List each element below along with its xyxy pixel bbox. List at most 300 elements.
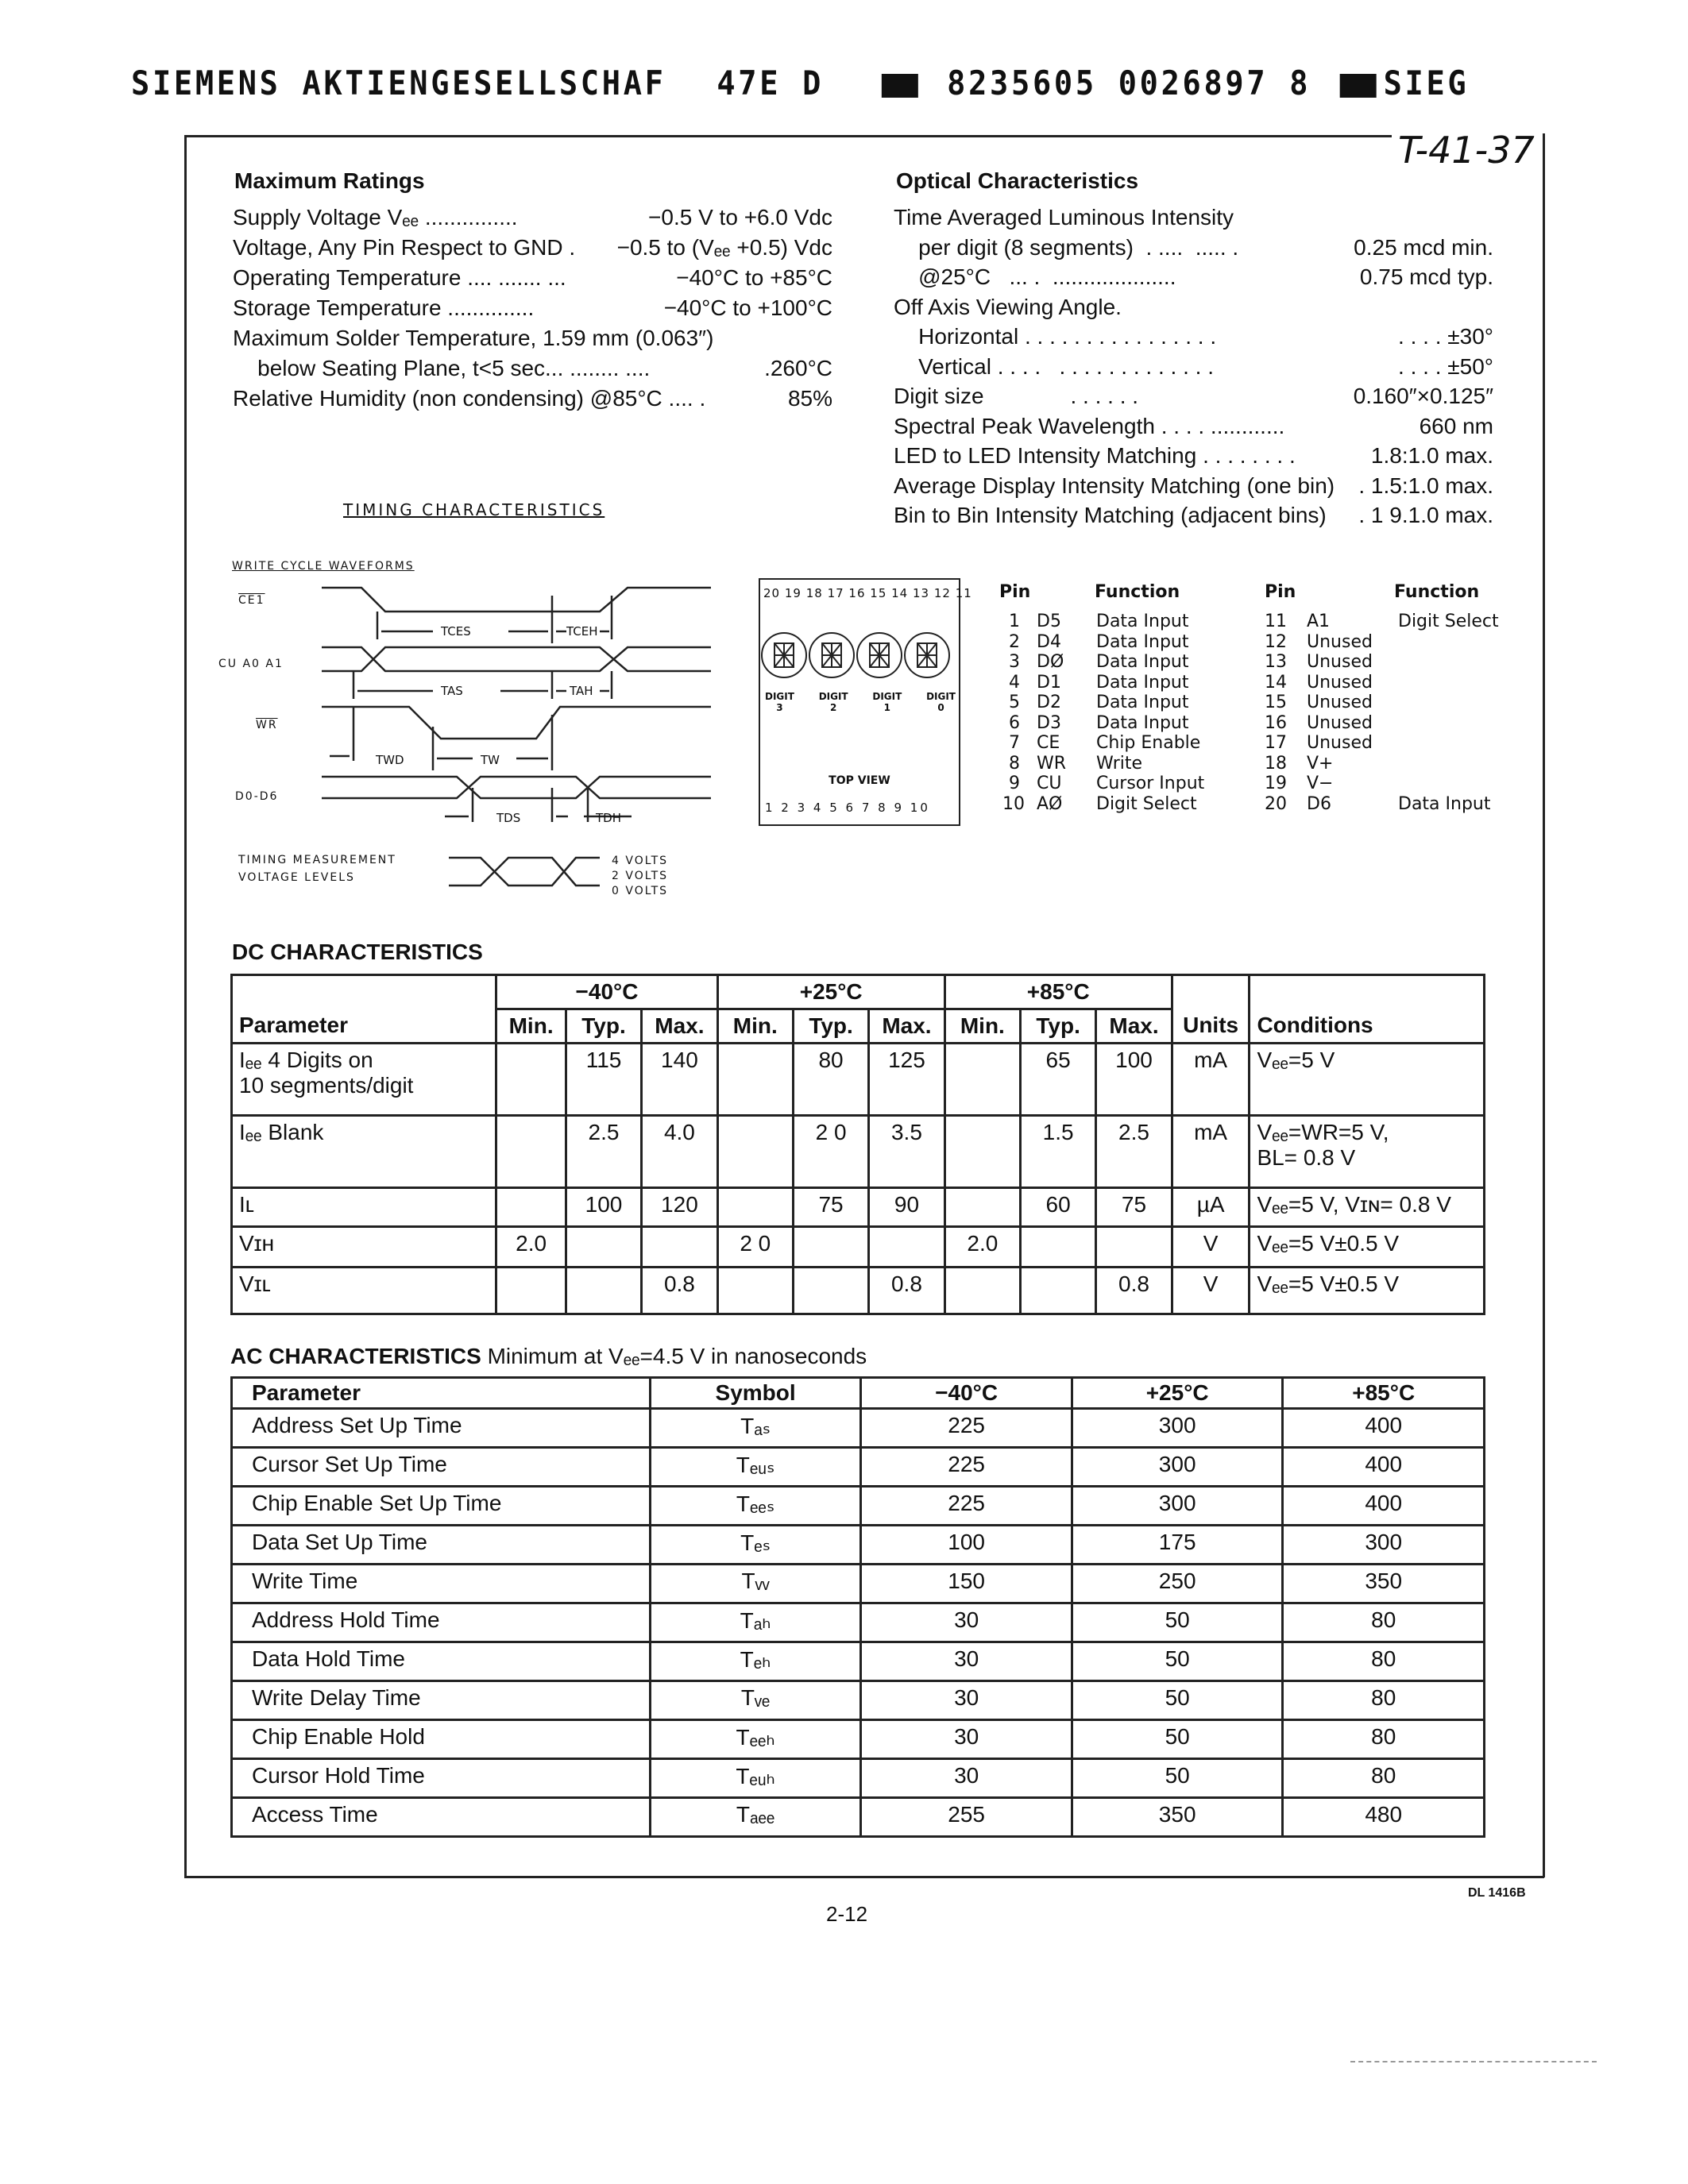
doc-number: DL 1416B bbox=[1468, 1886, 1526, 1900]
dc-cond-spacer bbox=[1250, 975, 1485, 1009]
dc-column-header: Typ. bbox=[1020, 1009, 1095, 1044]
dc-value-cell: Vₑₑ=5 V, Vɪɴ= 0.8 V bbox=[1250, 1188, 1485, 1227]
dc-value-cell: 75 bbox=[793, 1188, 868, 1227]
pin-header-left: Pin bbox=[999, 582, 1031, 602]
label-tds: TDS bbox=[496, 811, 521, 825]
ac-value-cell: 80 bbox=[1283, 1759, 1485, 1798]
volt-2: 2 VOLTS bbox=[612, 870, 669, 882]
ac-value-cell: 225 bbox=[861, 1487, 1072, 1526]
pin-name: A1 bbox=[1307, 612, 1331, 631]
table-row bbox=[232, 1188, 1485, 1227]
dc-value-cell: 2.0 bbox=[496, 1227, 566, 1268]
dc-value-cell: 100 bbox=[566, 1188, 641, 1227]
digit-0-label: DIGIT 0 bbox=[926, 691, 956, 713]
pin-number: 8 bbox=[1009, 753, 1020, 774]
dc-temp-header: +25°C bbox=[717, 975, 944, 1009]
optical-title: Optical Characteristics bbox=[896, 168, 1139, 193]
optical-label: Vertical . . . . . . . . . . . . . . . . . bbox=[894, 353, 1214, 379]
pin-function: Data Input bbox=[1096, 652, 1189, 672]
header-block-mark bbox=[882, 74, 918, 98]
dc-column-header: Units bbox=[1172, 1009, 1250, 1044]
pin-number: 1 bbox=[1009, 612, 1020, 631]
ac-column-header: +85°C bbox=[1283, 1378, 1485, 1409]
ac-symbol-cell: Tₑᵤₛ bbox=[650, 1448, 861, 1487]
pin-number: 15 bbox=[1265, 693, 1287, 712]
dc-value-cell: 2.5 bbox=[566, 1116, 641, 1188]
pin-name: D5 bbox=[1037, 612, 1061, 631]
rating-label: Operating Temperature .... ....... ... bbox=[233, 265, 566, 290]
dc-column-header: Max. bbox=[642, 1009, 718, 1044]
pin-function: Cursor Input bbox=[1096, 774, 1205, 793]
ac-value-cell: 400 bbox=[1283, 1487, 1485, 1526]
dc-value-cell bbox=[642, 1227, 718, 1268]
function-header-left: Function bbox=[1095, 582, 1180, 602]
ac-value-cell: 30 bbox=[861, 1642, 1072, 1681]
header-block-mark-2 bbox=[1339, 74, 1376, 98]
digit-3-label: DIGIT 3 bbox=[765, 691, 794, 713]
optical-value: 0.160″×0.125″ bbox=[1353, 384, 1493, 408]
signal-label-data: D0-D6 bbox=[235, 790, 279, 803]
ac-value-cell: 225 bbox=[861, 1409, 1072, 1448]
label-tas: TAS bbox=[441, 684, 463, 698]
max-ratings-title: Maximum Ratings bbox=[234, 168, 425, 193]
ac-symbol-cell: Tₑₑₕ bbox=[650, 1720, 861, 1759]
dc-value-cell: Vₑₑ=5 V±0.5 V bbox=[1250, 1227, 1485, 1268]
dc-value-cell bbox=[496, 1116, 566, 1188]
rating-line bbox=[233, 235, 832, 260]
ac-parameter-cell: Data Set Up Time bbox=[232, 1526, 651, 1565]
pin-number: 7 bbox=[1009, 733, 1020, 753]
ac-value-cell: 50 bbox=[1072, 1681, 1283, 1720]
pin-number: 14 bbox=[1265, 672, 1287, 693]
dc-value-cell: 1.5 bbox=[1020, 1116, 1095, 1188]
dc-temp-header: +85°C bbox=[944, 975, 1172, 1009]
rating-line bbox=[233, 356, 832, 381]
dc-value-cell: 0.8 bbox=[869, 1268, 945, 1314]
ac-value-cell: 50 bbox=[1072, 1720, 1283, 1759]
dc-column-header: Typ. bbox=[793, 1009, 868, 1044]
label-tces: TCES bbox=[441, 624, 471, 639]
handwritten-tag: T-41-37 bbox=[1398, 129, 1535, 172]
pin-name: V− bbox=[1307, 774, 1334, 793]
dc-value-cell bbox=[496, 1188, 566, 1227]
pin-name: Unused bbox=[1307, 672, 1373, 693]
table-row bbox=[232, 1603, 1485, 1642]
ac-subtitle: Minimum at Vₑₑ=4.5 V in nanoseconds bbox=[487, 1344, 867, 1368]
wr-waveform bbox=[322, 707, 711, 739]
ac-value-cell: 50 bbox=[1072, 1759, 1283, 1798]
voltage-levels-diagram bbox=[449, 854, 608, 893]
pin-name: Unused bbox=[1307, 693, 1373, 712]
table-row bbox=[232, 1227, 1485, 1268]
pin-function: Data Input bbox=[1096, 631, 1189, 652]
pin-name: AØ bbox=[1037, 793, 1063, 814]
optical-value: 1.8:1.0 max. bbox=[1370, 443, 1493, 468]
ac-value-cell: 50 bbox=[1072, 1642, 1283, 1681]
dc-value-cell: 0.8 bbox=[1096, 1268, 1172, 1314]
dc-column-header: Min. bbox=[944, 1009, 1020, 1044]
dc-value-cell bbox=[496, 1268, 566, 1314]
label-twd: TWD bbox=[376, 753, 404, 767]
frame-bottom-line bbox=[184, 1876, 1544, 1878]
pin-name: Unused bbox=[1307, 631, 1373, 652]
package-top-pins: 20 19 18 17 16 15 14 13 12 11 bbox=[763, 586, 972, 600]
pin-function: Data Input bbox=[1398, 793, 1491, 814]
dc-value-cell bbox=[793, 1227, 868, 1268]
dc-header-row bbox=[232, 1009, 1485, 1044]
dc-column-header: Typ. bbox=[566, 1009, 641, 1044]
ac-symbol-cell: Tₑᵤₕ bbox=[650, 1759, 861, 1798]
optical-label: Spectral Peak Wavelength . . . . ............ bbox=[894, 413, 1285, 438]
ac-value-cell: 100 bbox=[861, 1526, 1072, 1565]
top-view-label: TOP VIEW bbox=[829, 774, 890, 787]
dc-value-cell bbox=[566, 1227, 641, 1268]
ac-symbol-cell: Tₑₕ bbox=[650, 1642, 861, 1681]
ce-waveform bbox=[322, 588, 711, 612]
dc-value-cell bbox=[944, 1188, 1020, 1227]
header-sieg: SIEG bbox=[1383, 64, 1470, 102]
dc-value-cell: Vₑₑ=WR=5 V, BL= 0.8 V bbox=[1250, 1116, 1485, 1188]
header-code: 47E D bbox=[717, 64, 825, 102]
optical-line bbox=[894, 295, 1493, 320]
page-number: 2-12 bbox=[826, 1902, 868, 1926]
dc-value-cell bbox=[944, 1116, 1020, 1188]
table-row bbox=[232, 1044, 1485, 1116]
rating-value: 85% bbox=[787, 386, 832, 411]
pin-function: Digit Select bbox=[1398, 612, 1499, 631]
ac-parameter-cell: Write Delay Time bbox=[232, 1681, 651, 1720]
ac-value-cell: 255 bbox=[861, 1798, 1072, 1837]
rating-label: Relative Humidity (non condensing) @85°C .... . bbox=[233, 386, 706, 411]
pin-number: 18 bbox=[1265, 753, 1287, 774]
write-cycle-subtitle: WRITE CYCLE WAVEFORMS bbox=[232, 560, 415, 573]
ac-value-cell: 300 bbox=[1072, 1448, 1283, 1487]
optical-line bbox=[894, 443, 1493, 469]
dc-value-cell: 0.8 bbox=[642, 1268, 718, 1314]
ac-parameter-cell: Address Hold Time bbox=[232, 1603, 651, 1642]
pin-function: Data Input bbox=[1096, 612, 1189, 631]
rating-line bbox=[233, 326, 832, 351]
table-row bbox=[232, 1268, 1485, 1314]
pin-number: 16 bbox=[1265, 712, 1287, 733]
ac-symbol-cell: Tₐₑₑ bbox=[650, 1798, 861, 1837]
optical-value: . . . . ±50° bbox=[1398, 353, 1493, 379]
dc-value-cell bbox=[717, 1268, 793, 1314]
rating-line bbox=[233, 205, 832, 230]
ac-column-header: Symbol bbox=[650, 1378, 861, 1409]
pin-name: Unused bbox=[1307, 652, 1373, 672]
ac-parameter-cell: Chip Enable Set Up Time bbox=[232, 1487, 651, 1526]
dc-value-cell: 4.0 bbox=[642, 1116, 718, 1188]
dc-value-cell bbox=[717, 1044, 793, 1116]
pin-name: DØ bbox=[1037, 652, 1064, 672]
dc-column-header: Min. bbox=[717, 1009, 793, 1044]
ac-symbol-cell: Tₐₕ bbox=[650, 1603, 861, 1642]
ac-value-cell: 80 bbox=[1283, 1681, 1485, 1720]
data-waveform bbox=[322, 777, 711, 798]
dc-parameter-cell: Vɪʟ bbox=[232, 1268, 496, 1314]
optical-label: per digit (8 segments) . .... ..... . bbox=[894, 234, 1239, 260]
pin-number: 19 bbox=[1265, 774, 1287, 793]
optical-line bbox=[894, 205, 1493, 230]
label-tdh: TDH bbox=[596, 811, 621, 825]
frame-top-line bbox=[184, 135, 1392, 137]
pin-number: 9 bbox=[1009, 774, 1020, 793]
dc-units-spacer bbox=[1172, 975, 1250, 1009]
ac-column-header: +25°C bbox=[1072, 1378, 1283, 1409]
dc-characteristics-table bbox=[230, 974, 1485, 1315]
table-row bbox=[232, 1448, 1485, 1487]
pin-name: D2 bbox=[1037, 693, 1061, 712]
optical-value: . 1 9.1.0 max. bbox=[1358, 503, 1493, 527]
table-row bbox=[232, 1720, 1485, 1759]
optical-line bbox=[894, 324, 1493, 349]
dc-value-cell: 2.0 bbox=[944, 1227, 1020, 1268]
frame-left-line bbox=[184, 135, 187, 1876]
dc-parameter-cell: Iʟ bbox=[232, 1188, 496, 1227]
label-tw: TW bbox=[481, 753, 500, 767]
ac-parameter-cell: Cursor Set Up Time bbox=[232, 1448, 651, 1487]
dc-parameter-cell: Iₑₑ Blank bbox=[232, 1116, 496, 1188]
pin-number: 12 bbox=[1265, 631, 1287, 652]
pin-number: 17 bbox=[1265, 733, 1287, 753]
dc-value-cell bbox=[717, 1116, 793, 1188]
measure-label-2: VOLTAGE LEVELS bbox=[238, 871, 355, 884]
dc-temp-row bbox=[232, 975, 1485, 1009]
volt-4: 4 VOLTS bbox=[612, 855, 669, 867]
rating-value: .260°C bbox=[764, 356, 832, 380]
pin-function: Write bbox=[1096, 753, 1143, 774]
dc-value-cell: 2 0 bbox=[793, 1116, 868, 1188]
package-bottom-pins: 1 2 3 4 5 6 7 8 9 10 bbox=[765, 801, 930, 815]
ac-value-cell: 350 bbox=[1283, 1565, 1485, 1603]
dc-value-cell: 100 bbox=[1096, 1044, 1172, 1116]
optical-line bbox=[894, 414, 1493, 439]
optical-label: LED to LED Intensity Matching . . . . . . . . bbox=[894, 443, 1296, 468]
rating-label: Maximum Solder Temperature, 1.59 mm (0.063″) bbox=[233, 326, 714, 350]
table-row bbox=[232, 1526, 1485, 1565]
ac-value-cell: 30 bbox=[861, 1681, 1072, 1720]
dc-value-cell bbox=[869, 1227, 945, 1268]
function-header-right: Function bbox=[1394, 582, 1480, 602]
ac-symbol-cell: Tₑₑₛ bbox=[650, 1487, 861, 1526]
ac-value-cell: 50 bbox=[1072, 1603, 1283, 1642]
pin-number: 20 bbox=[1265, 793, 1287, 814]
rating-line bbox=[233, 265, 832, 291]
table-row bbox=[232, 1565, 1485, 1603]
pin-name: CU bbox=[1037, 774, 1062, 793]
dc-title: DC CHARACTERISTICS bbox=[232, 940, 483, 964]
pin-number: 11 bbox=[1265, 612, 1287, 631]
dc-value-cell bbox=[496, 1044, 566, 1116]
optical-label: Off Axis Viewing Angle. bbox=[894, 294, 1122, 319]
pin-number: 2 bbox=[1009, 631, 1020, 652]
dc-value-cell: V bbox=[1172, 1227, 1250, 1268]
pin-function: Data Input bbox=[1096, 712, 1189, 733]
table-row bbox=[232, 1642, 1485, 1681]
address-waveform bbox=[322, 647, 711, 671]
package-top-view bbox=[759, 578, 972, 826]
rating-label: below Seating Plane, t<5 sec... ........ .... bbox=[233, 356, 651, 380]
dc-value-cell bbox=[1096, 1227, 1172, 1268]
rating-value: −0.5 to (Vₑₑ +0.5) Vdc bbox=[616, 235, 832, 260]
ac-parameter-cell: Write Time bbox=[232, 1565, 651, 1603]
pin-number: 4 bbox=[1009, 672, 1020, 693]
optical-value: 0.25 mcd min. bbox=[1354, 234, 1493, 260]
rating-label: Storage Temperature .............. bbox=[233, 295, 535, 320]
ac-value-cell: 175 bbox=[1072, 1526, 1283, 1565]
ac-value-cell: 225 bbox=[861, 1448, 1072, 1487]
table-row bbox=[232, 1798, 1485, 1837]
optical-line bbox=[894, 473, 1493, 499]
optical-line bbox=[894, 503, 1493, 528]
pin-name: CE bbox=[1037, 733, 1060, 753]
dc-value-cell: µA bbox=[1172, 1188, 1250, 1227]
header-number: 8235605 0026897 8 bbox=[947, 64, 1311, 102]
rating-value: −0.5 V to +6.0 Vdc bbox=[648, 205, 832, 230]
rating-line bbox=[233, 386, 832, 411]
rating-label: Voltage, Any Pin Respect to GND . bbox=[233, 235, 576, 260]
dc-value-cell: 3.5 bbox=[869, 1116, 945, 1188]
rating-value: −40°C to +100°C bbox=[663, 295, 832, 320]
dc-column-header: Conditions bbox=[1250, 1009, 1485, 1044]
dc-value-cell: 115 bbox=[566, 1044, 641, 1116]
optical-line bbox=[894, 384, 1493, 409]
signal-label-cu: CU A0 A1 bbox=[218, 658, 284, 670]
ac-title: AC CHARACTERISTICS bbox=[230, 1344, 481, 1368]
volt-levels bbox=[612, 854, 668, 899]
ac-symbol-cell: Tₑₛ bbox=[650, 1526, 861, 1565]
optical-label: Time Averaged Luminous Intensity bbox=[894, 205, 1234, 230]
optical-label: Average Display Intensity Matching (one bin) bbox=[894, 473, 1335, 498]
dc-value-cell: 90 bbox=[869, 1188, 945, 1227]
header-company: SIEMENS AKTIENGESELLSCHAF bbox=[131, 64, 666, 102]
rating-line bbox=[233, 295, 832, 321]
pin-number: 10 bbox=[1002, 793, 1025, 814]
optical-value: . . . . ±30° bbox=[1398, 324, 1493, 349]
dc-value-cell: Vₑₑ=5 V bbox=[1250, 1044, 1485, 1116]
digit-2-label: DIGIT 2 bbox=[818, 691, 848, 713]
ac-value-cell: 80 bbox=[1283, 1720, 1485, 1759]
pin-function: Data Input bbox=[1096, 672, 1189, 693]
dc-value-cell: V bbox=[1172, 1268, 1250, 1314]
pin-number: 3 bbox=[1009, 652, 1020, 672]
ac-parameter-cell: Cursor Hold Time bbox=[232, 1759, 651, 1798]
pin-name: D3 bbox=[1037, 712, 1061, 733]
pin-name: Unused bbox=[1307, 733, 1373, 753]
optical-value: 660 nm bbox=[1419, 413, 1493, 438]
optical-line bbox=[894, 235, 1493, 260]
dc-value-cell: 65 bbox=[1020, 1044, 1095, 1116]
table-row bbox=[232, 1681, 1485, 1720]
scan-mark bbox=[1350, 2061, 1597, 2062]
table-row bbox=[232, 1759, 1485, 1798]
optical-label: Bin to Bin Intensity Matching (adjacent bins) bbox=[894, 503, 1327, 527]
optical-label: Digit size . . . . . . bbox=[894, 384, 1139, 408]
dc-column-header: Max. bbox=[869, 1009, 945, 1044]
dc-value-cell: 80 bbox=[793, 1044, 868, 1116]
ac-parameter-cell: Address Set Up Time bbox=[232, 1409, 651, 1448]
ac-symbol-cell: Tₐₛ bbox=[650, 1409, 861, 1448]
dc-value-cell: 125 bbox=[869, 1044, 945, 1116]
timing-waveform-diagram bbox=[314, 580, 727, 842]
dc-value-cell: 140 bbox=[642, 1044, 718, 1116]
optical-label: Horizontal . . . . . . . . . . . . . . . . bbox=[894, 324, 1217, 349]
dc-value-cell bbox=[793, 1268, 868, 1314]
ac-column-header: −40°C bbox=[861, 1378, 1072, 1409]
pin-name: D1 bbox=[1037, 672, 1061, 693]
dc-parameter-cell: Iₑₑ 4 Digits on 10 segments/digit bbox=[232, 1044, 496, 1116]
ac-characteristics-table bbox=[230, 1376, 1485, 1838]
dc-value-cell: Vₑₑ=5 V±0.5 V bbox=[1250, 1268, 1485, 1314]
ac-value-cell: 480 bbox=[1283, 1798, 1485, 1837]
optical-value: . 1.5:1.0 max. bbox=[1358, 473, 1493, 498]
ac-value-cell: 30 bbox=[861, 1603, 1072, 1642]
dc-column-header: Parameter bbox=[232, 1009, 496, 1044]
ac-value-cell: 30 bbox=[861, 1759, 1072, 1798]
pin-name: V+ bbox=[1307, 753, 1334, 774]
pin-function: Data Input bbox=[1096, 693, 1189, 712]
rating-label: Supply Voltage Vₑₑ ............... bbox=[233, 205, 518, 230]
dc-temp-header: −40°C bbox=[496, 975, 717, 1009]
timing-title: TIMING CHARACTERISTICS bbox=[343, 500, 605, 519]
document-header bbox=[131, 64, 1469, 102]
ac-value-cell: 350 bbox=[1072, 1798, 1283, 1837]
pin-name: D4 bbox=[1037, 631, 1061, 652]
pin-header-right: Pin bbox=[1265, 582, 1296, 602]
dc-value-cell bbox=[1020, 1268, 1095, 1314]
ac-title-line bbox=[230, 1344, 867, 1369]
dc-column-header: Min. bbox=[496, 1009, 566, 1044]
dc-value-cell: 60 bbox=[1020, 1188, 1095, 1227]
ac-value-cell: 80 bbox=[1283, 1642, 1485, 1681]
ac-value-cell: 30 bbox=[861, 1720, 1072, 1759]
pin-number: 5 bbox=[1009, 693, 1020, 712]
ac-value-cell: 300 bbox=[1283, 1526, 1485, 1565]
dc-value-cell: 120 bbox=[642, 1188, 718, 1227]
frame-right-line bbox=[1543, 133, 1545, 1877]
measure-label-1: TIMING MEASUREMENT bbox=[238, 854, 396, 866]
dc-corner-cell bbox=[232, 975, 496, 1009]
dc-value-cell: mA bbox=[1172, 1044, 1250, 1116]
dc-value-cell bbox=[944, 1044, 1020, 1116]
ac-value-cell: 300 bbox=[1072, 1409, 1283, 1448]
signal-label-wr: $\overline{WR}$ bbox=[256, 719, 278, 731]
volt-0: 0 VOLTS bbox=[612, 885, 669, 897]
pin-number: 13 bbox=[1265, 652, 1287, 672]
label-tceh: TCEH bbox=[566, 624, 598, 639]
optical-label: @25°C ... . .................... bbox=[894, 264, 1176, 289]
ac-parameter-cell: Chip Enable Hold bbox=[232, 1720, 651, 1759]
dc-value-cell: 2 0 bbox=[717, 1227, 793, 1268]
digit-1-label: DIGIT 1 bbox=[872, 691, 902, 713]
signal-label-ce: CE1 bbox=[238, 594, 265, 607]
dc-value-cell bbox=[566, 1268, 641, 1314]
ac-header-row bbox=[232, 1378, 1485, 1409]
table-row bbox=[232, 1487, 1485, 1526]
table-row bbox=[232, 1409, 1485, 1448]
digit-labels bbox=[765, 691, 956, 713]
ac-symbol-cell: Tᵥᵥ bbox=[650, 1565, 861, 1603]
pin-name: Unused bbox=[1307, 712, 1373, 733]
optical-line bbox=[894, 354, 1493, 380]
ac-value-cell: 250 bbox=[1072, 1565, 1283, 1603]
ac-value-cell: 80 bbox=[1283, 1603, 1485, 1642]
table-row bbox=[232, 1116, 1485, 1188]
pin-number: 6 bbox=[1009, 712, 1020, 733]
ac-parameter-cell: Data Hold Time bbox=[232, 1642, 651, 1681]
dc-parameter-cell: Vɪʜ bbox=[232, 1227, 496, 1268]
